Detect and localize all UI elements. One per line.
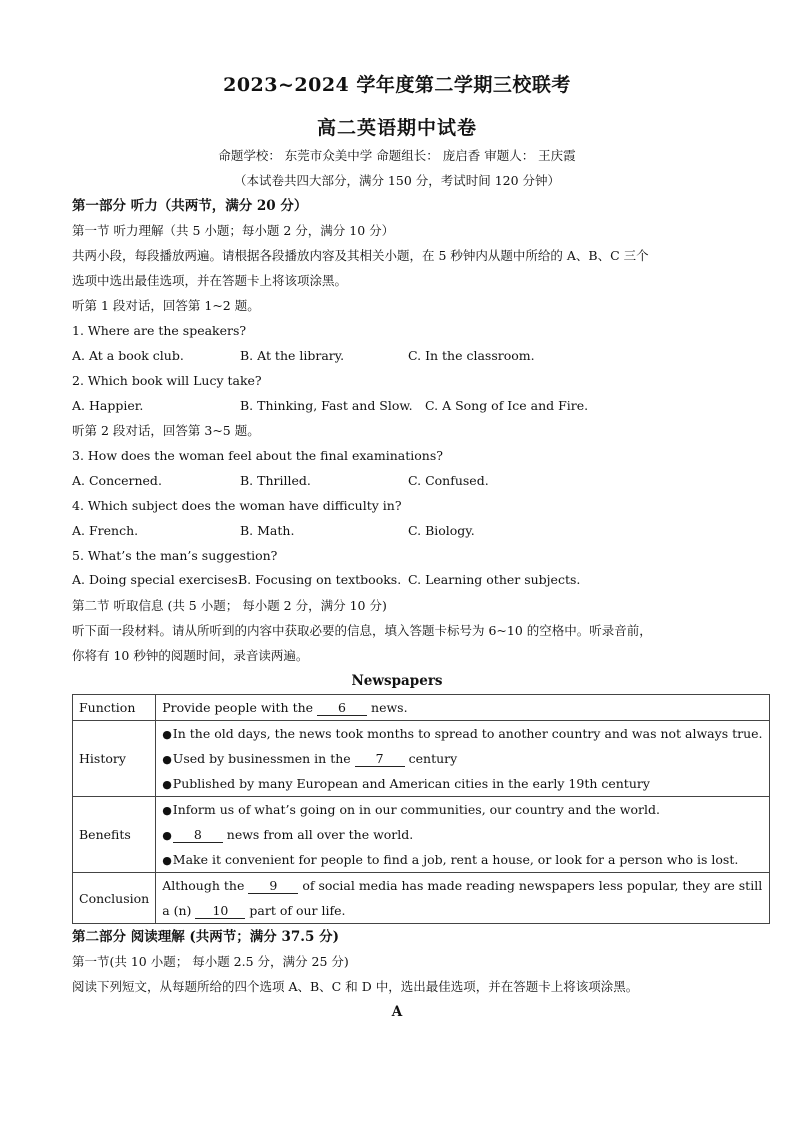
question-4-option-b: B. Math. (240, 523, 295, 538)
question-4-option-c: C. Biology. (408, 523, 475, 538)
question-1-stem: 1. Where are the speakers? (72, 323, 247, 338)
blank-6: 6 (317, 701, 367, 716)
benefits-cell (156, 797, 769, 873)
benefits-label: Benefits (73, 797, 156, 873)
question-2-option-a: A. Happier. (72, 398, 144, 413)
exam-subtitle: 高二英语期中试卷 (316, 117, 477, 139)
conclusion-text-cont: of social media has made reading newspapers less popular, they are still (302, 878, 763, 893)
question-5-option-a: A. Doing special exercises. (72, 572, 242, 587)
question-3-stem: 3. How does the woman feel about the final examinations? (72, 448, 443, 463)
dialog2-instruction: 听第 2 段对话，回答第 3~5 题。 (72, 423, 260, 438)
benefits-item-2: news from all over the world. (226, 827, 414, 842)
passage-label: A (391, 1004, 403, 1020)
conclusion-cell (156, 873, 769, 924)
part1-heading: 第一部分 听力（共两节，满分 20 分） (72, 198, 308, 214)
question-5-option-c: C. Learning other subjects. (408, 572, 581, 587)
table-row (73, 797, 770, 873)
history-item-1: In the old days, the news took months to spread to another country and was not always true. (172, 726, 763, 741)
section2-instruction-line2: 你将有 10 秒钟的阅题时间，录音读两遍。 (72, 648, 309, 663)
history-cell (156, 721, 769, 797)
blank-7: 7 (355, 752, 405, 767)
table-title: Newspapers (351, 673, 443, 689)
question-2-stem: 2. Which book will Lucy take? (72, 373, 262, 388)
section2-heading: 第二节 听取信息 (共 5 小题； 每小题 2 分，满分 10 分) (72, 598, 387, 613)
bullet-icon: ● (162, 829, 172, 842)
exam-note: （本试卷共四大部分，满分 150 分，考试时间 120 分钟） (233, 173, 561, 188)
function-text: Provide people with the (162, 700, 314, 715)
question-1-option-b: B. At the library. (240, 348, 345, 363)
history-item-2-end: century (408, 751, 458, 766)
authors-line: 命题学校： 东莞市众美中学 命题组长： 庞启香 审题人： 王庆霞 (218, 148, 576, 163)
table-row (73, 695, 770, 721)
bullet-icon: ● (162, 753, 172, 766)
dialog1-instruction: 听第 1 段对话，回答第 1~2 题。 (72, 298, 260, 313)
conclusion-text: Although the (162, 878, 245, 893)
newspapers-table (72, 694, 770, 924)
history-item-2: Used by businessmen in the (172, 751, 351, 766)
section2-instruction-line1: 听下面一段材料。请从所听到的内容中获取必要的信息，填入答题卡标号为 6~10 的空格中。听录音前， (72, 623, 652, 638)
bullet-icon: ● (162, 778, 172, 791)
question-4-stem: 4. Which subject does the woman have difficulty in? (72, 498, 402, 513)
function-text-end: news. (371, 700, 408, 715)
question-5-stem: 5. What’s the man’s suggestion? (72, 548, 278, 563)
conclusion-text-end: part of our life. (249, 903, 346, 918)
blank-8: 8 (173, 828, 223, 843)
part2-heading: 第二部分 阅读理解 (共两节；满分 37.5 分) (72, 929, 339, 945)
conclusion-label: Conclusion (73, 873, 156, 924)
question-3-option-c: C. Confused. (408, 473, 489, 488)
history-item-3: Published by many European and American cities in the early 19th century (172, 776, 650, 791)
question-3-option-a: A. Concerned. (72, 473, 162, 488)
question-1-option-a: A. At a book club. (72, 348, 184, 363)
table-row (73, 873, 770, 924)
history-label: History (73, 721, 156, 797)
bullet-icon: ● (162, 854, 172, 867)
question-2-option-b: B. Thinking, Fast and Slow. (240, 398, 413, 413)
part2-instruction: 阅读下列短文，从每题所给的四个选项 A、B、C 和 D 中，选出最佳选项，并在答题卡上将该项涂黑。 (72, 979, 639, 994)
blank-10: 10 (195, 904, 245, 919)
exam-title: 2023~2024 学年度第二学期三校联考 (223, 74, 571, 96)
section1-instruction-line1: 共两小段，每段播放两遍。请根据各段播放内容及其相关小题，在 5 秒钟内从题中所给的 A、B、C 三个 (72, 248, 649, 263)
bullet-icon: ● (162, 804, 172, 817)
benefits-item-1: Inform us of what’s going on in our communities, our country and the world. (172, 802, 660, 817)
question-3-option-b: B. Thrilled. (240, 473, 311, 488)
part2-section1-heading: 第一节(共 10 小题； 每小题 2.5 分，满分 25 分) (72, 954, 349, 969)
section1-heading: 第一节 听力理解（共 5 小题；每小题 2 分，满分 10 分） (72, 223, 395, 238)
function-cell (156, 695, 769, 721)
question-1-option-c: C. In the classroom. (408, 348, 535, 363)
bullet-icon: ● (162, 728, 172, 741)
question-2-option-c: C. A Song of Ice and Fire. (425, 398, 589, 413)
question-4-option-a: A. French. (72, 523, 139, 538)
conclusion-text-line2: a (n) (162, 903, 192, 918)
function-label: Function (73, 695, 156, 721)
question-5-option-b: B. Focusing on textbooks. (238, 572, 402, 587)
benefits-item-3: Make it convenient for people to find a job, rent a house, or look for a person who is lost. (172, 852, 739, 867)
blank-9: 9 (248, 879, 298, 894)
section1-instruction-line2: 选项中选出最佳选项，并在答题卡上将该项涂黑。 (72, 273, 348, 288)
table-row (73, 721, 770, 797)
